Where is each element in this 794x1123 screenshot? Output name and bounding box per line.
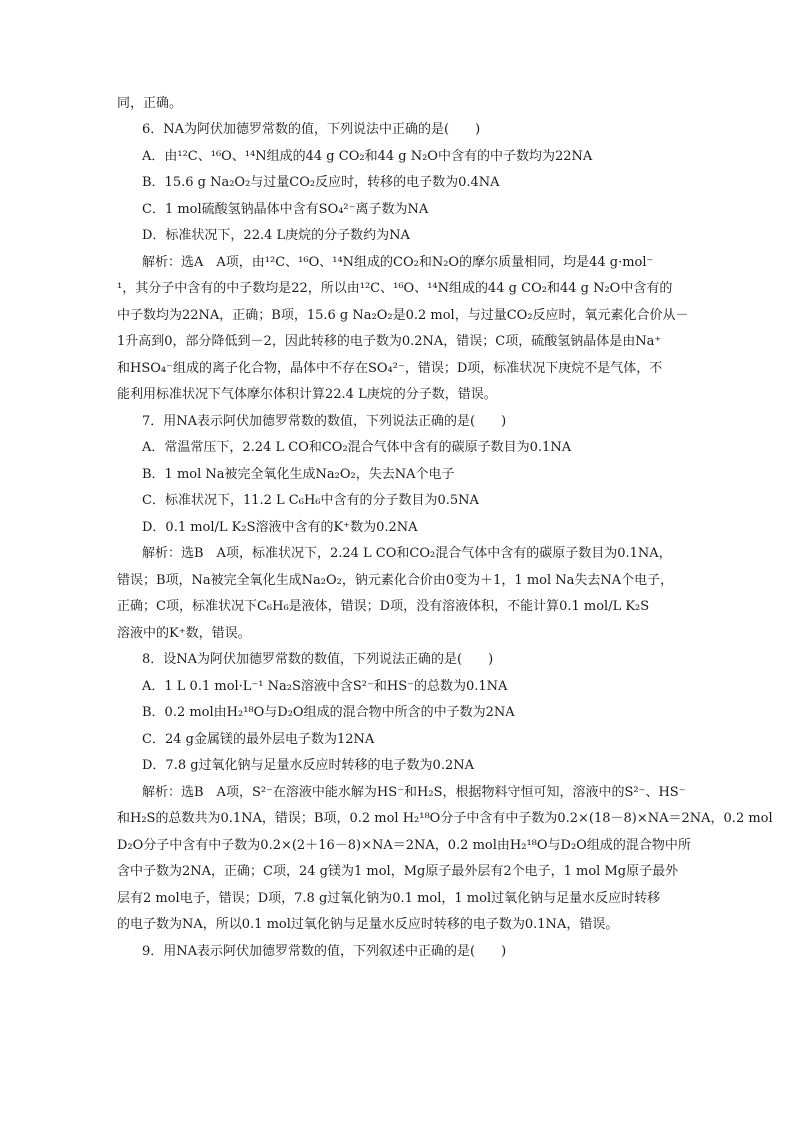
question-7-option-a: A．常温常压下，2.24 L CO和CO₂混合气体中含有的碳原子数目为0.1NA [142,440,572,455]
question-6-analysis: 解析：选A A项，由¹²C、¹⁶O、¹⁴N组成的CO₂和N₂O的摩尔质量相同，均是44 g·mol⁻ [142,255,654,270]
text-line: 层有2 mol电子，错误；D项，7.8 g过氧化钠为0.1 mol，1 mol过氧化钠与足量水反应时转移 [117,891,661,906]
question-6-option-a: A．由¹²C、¹⁶O、¹⁴N组成的44 g CO₂和44 g N₂O中含有的中子数均为22NA [142,149,593,164]
text-line: D₂O分子中含有中子数为0.2×(2＋16－8)×NA＝2NA，0.2 mol由H₂¹⁸O与D₂O组成的混合物中所 [117,838,691,853]
text-line: 的电子数为NA，所以0.1 mol过氧化钠与足量水反应时转移的电子数为0.1NA，错误。 [117,917,619,932]
question-6-option-c: C．1 mol硫酸氢钠晶体中含有SO₄²⁻离子数为NA [142,202,429,217]
question-7-option-d: D．0.1 mol/L K₂S溶液中含有的K⁺数为0.2NA [142,520,418,535]
question-8-option-d: D．7.8 g过氧化钠与足量水反应时转移的电子数为0.2NA [142,758,474,773]
text-line: 正确；C项，标准状况下C₆H₆是液体，错误；D项，没有溶液体积，不能计算0.1 mol/L K₂S [117,599,650,614]
text-line: 和HSO₄⁻组成的离子化合物，晶体中不存在SO₄²⁻，错误；D项，标准状况下庚烷不是气体，不 [117,361,663,376]
text-line: ¹，其分子中含有的中子数均是22，所以由¹²C、¹⁶O、¹⁴N组成的44 g CO₂和44 g N₂O中含有的 [117,281,673,296]
text-line: 溶液中的K⁺数，错误。 [117,626,251,641]
question-8-stem: 8．设NA为阿伏加德罗常数的数值，下列说法正确的是( ) [142,652,494,667]
text-line: 同，正确。 [117,96,183,111]
question-9-stem: 9．用NA表示阿伏加德罗常数的值，下列叙述中正确的是( ) [142,944,507,959]
question-8-option-a: A．1 L 0.1 mol·L⁻¹ Na₂S溶液中含S²⁻和HS⁻的总数为0.1NA [142,679,508,694]
question-8-analysis: 解析：选B A项，S²⁻在溶液中能水解为HS⁻和H₂S，根据物料守恒可知，溶液中的S²⁻、HS⁻ [142,785,686,800]
text-line: 能利用标准状况下气体摩尔体积计算22.4 L庚烷的分子数，错误。 [117,387,497,402]
text-line: 含中子数为2NA，正确；C项，24 g镁为1 mol，Mg原子最外层有2个电子，1 mol Mg原子最外 [117,864,679,879]
question-6-stem: 6．NA为阿伏加德罗常数的值，下列说法中正确的是( ) [142,122,481,137]
question-7-option-c: C．标准状况下，11.2 L C₆H₆中含有的分子数目为0.5NA [142,493,479,508]
question-6-option-b: B．15.6 g Na₂O₂与过量CO₂反应时，转移的电子数为0.4NA [142,175,500,190]
text-line: 和H₂S的总数共为0.1NA，错误；B项，0.2 mol H₂¹⁸O分子中含有中子数为0.2×(18－8)×NA＝2NA，0.2 mol [117,811,773,826]
text-line: 错误；B项，Na被完全氧化生成Na₂O₂，钠元素化合价由0变为＋1，1 mol Na失去NA个电子， [117,573,674,588]
text-line: 1升高到0，部分降低到－2，因此转移的电子数为0.2NA，错误；C项，硫酸氢钠晶体是由Na⁺ [117,334,662,349]
question-8-option-b: B．0.2 mol由H₂¹⁸O与D₂O组成的混合物中所含的中子数为2NA [142,705,515,720]
question-7-option-b: B．1 mol Na被完全氧化生成Na₂O₂，失去NA个电子 [142,467,455,482]
text-line: 中子数均为22NA，正确；B项，15.6 g Na₂O₂是0.2 mol，与过量CO₂反应时，氧元素化合价从－ [117,308,689,323]
question-8-option-c: C．24 g金属镁的最外层电子数为12NA [142,732,375,747]
question-7-analysis: 解析：选B A项，标准状况下，2.24 L CO和CO₂混合气体中含有的碳原子数目为0.1NA， [142,546,672,561]
question-6-option-d: D．标准状况下，22.4 L庚烷的分子数约为NA [142,228,410,243]
question-7-stem: 7．用NA表示阿伏加德罗常数的数值，下列说法正确的是( ) [142,414,507,429]
